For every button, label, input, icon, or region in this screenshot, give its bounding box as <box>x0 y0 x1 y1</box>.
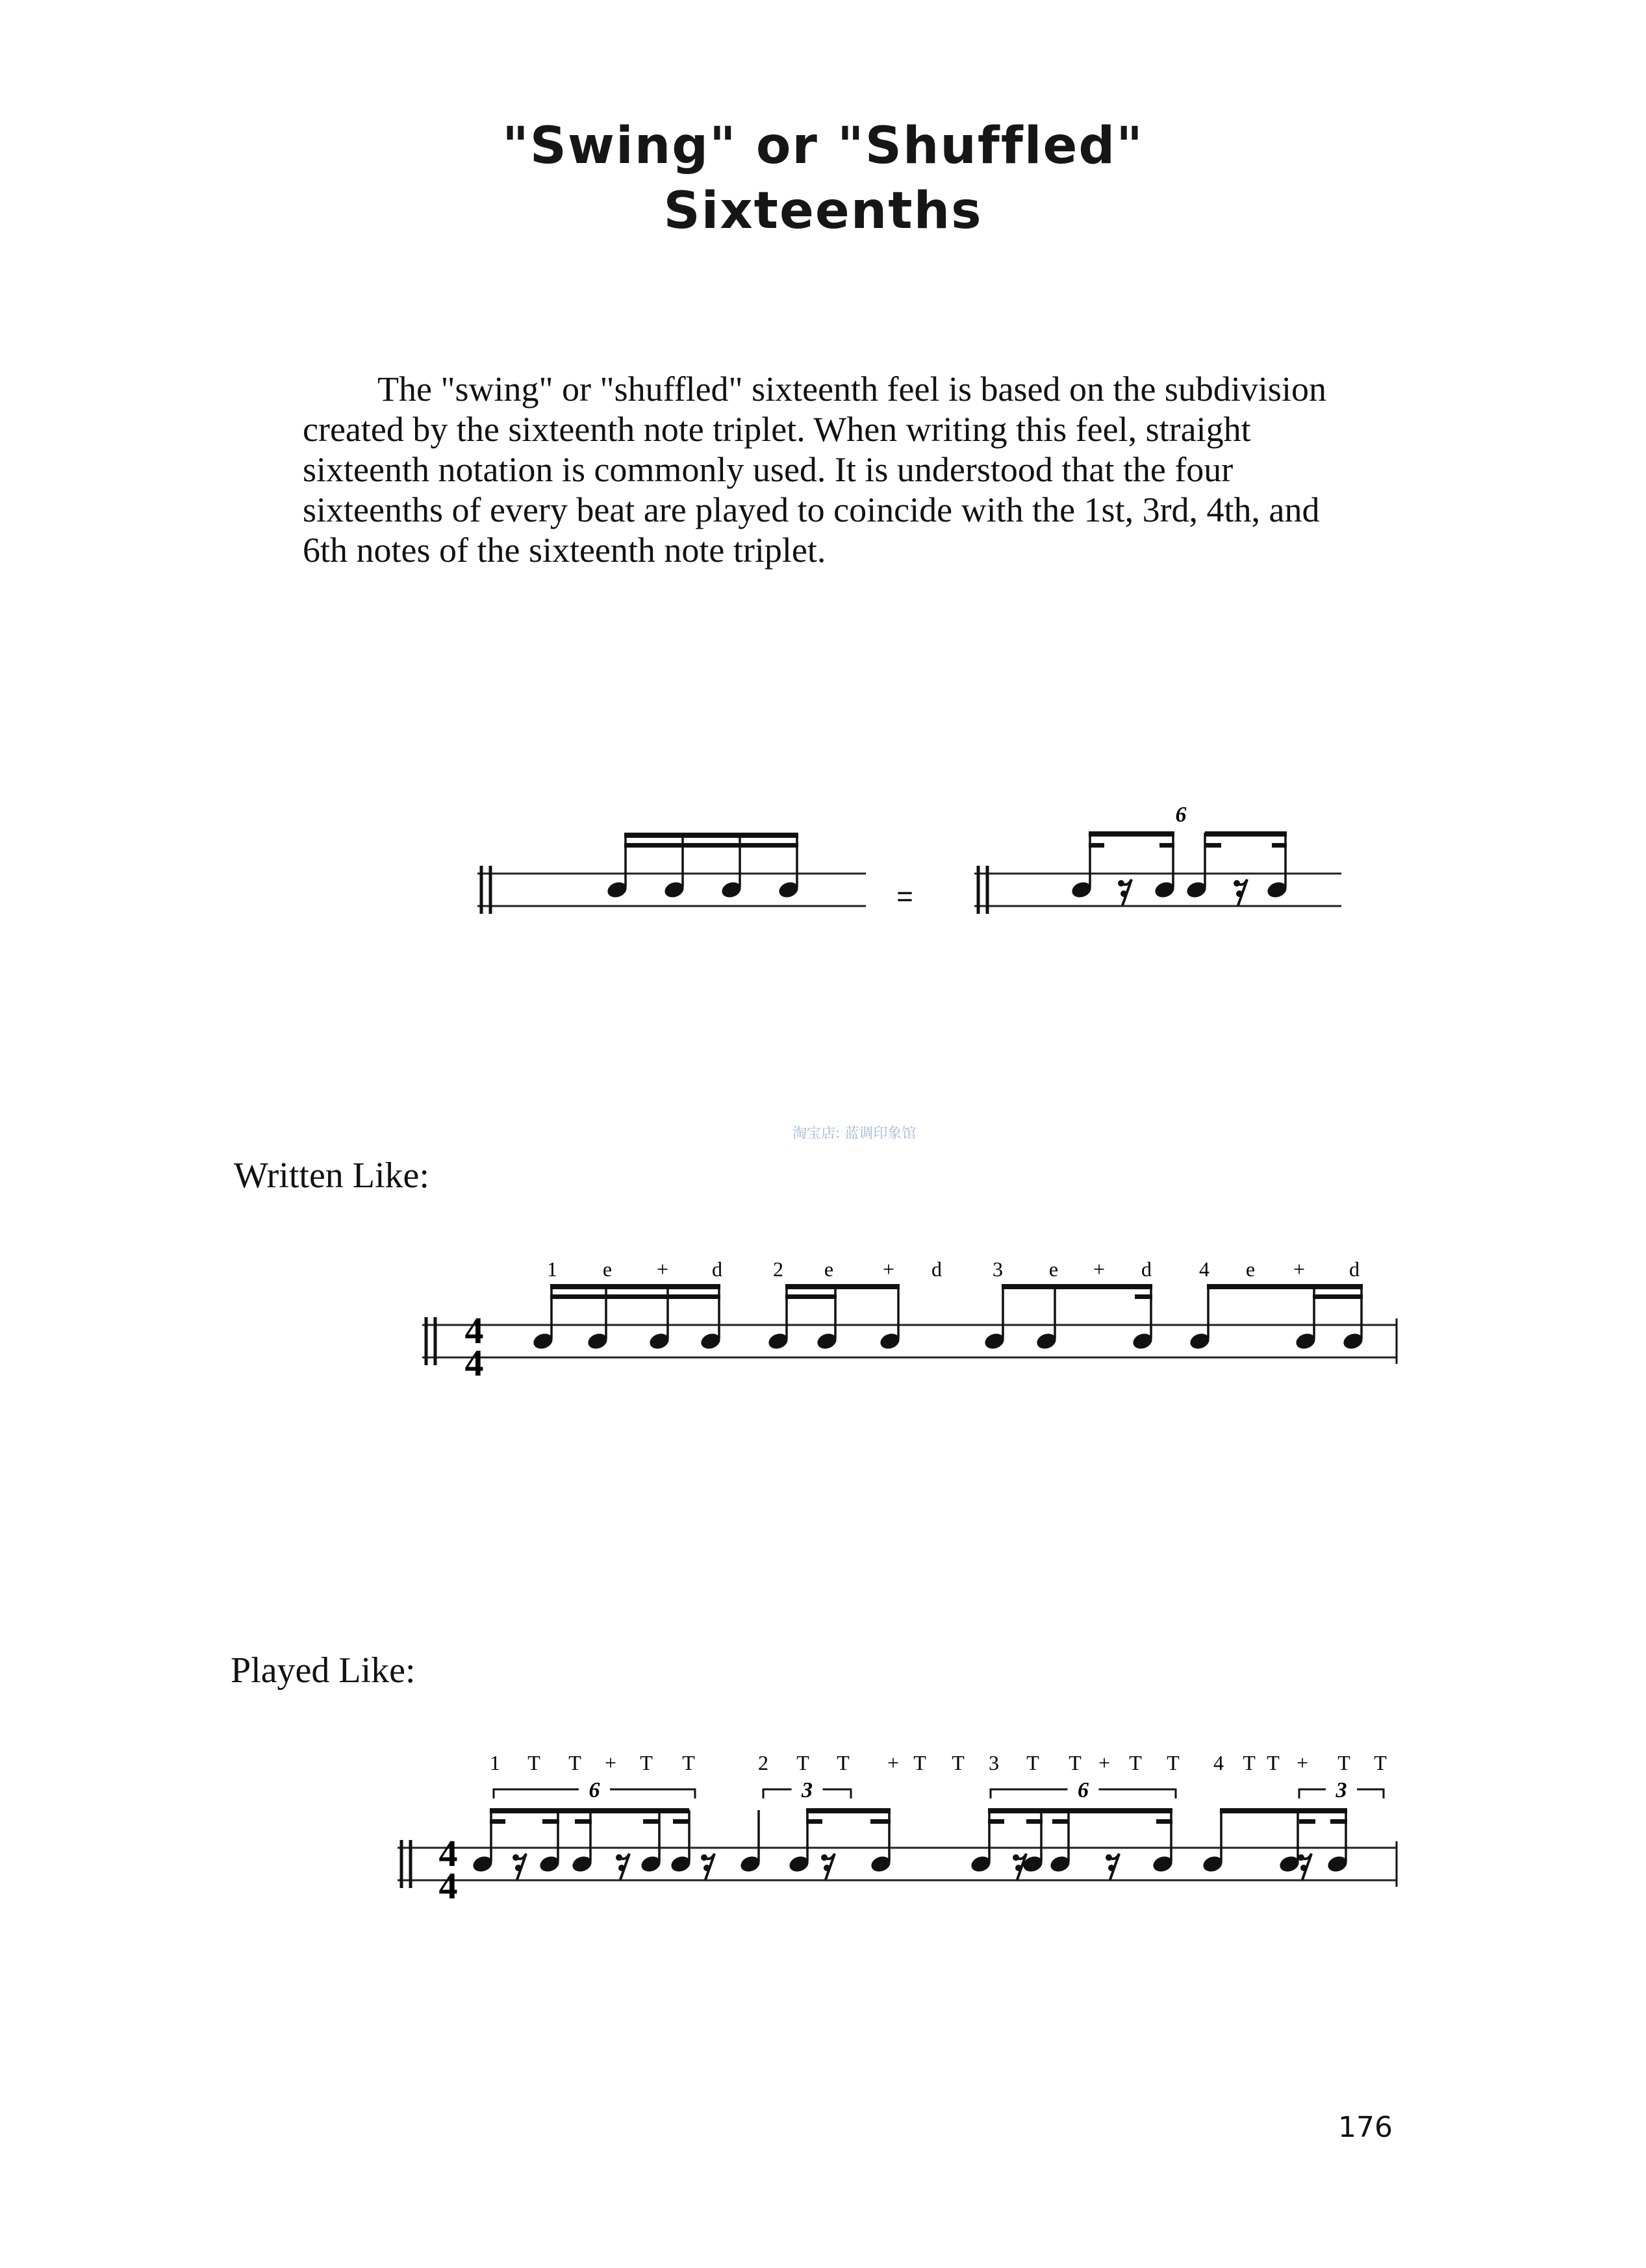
count-label: d <box>931 1257 942 1281</box>
beam <box>806 1808 891 1813</box>
beam <box>1026 1819 1043 1824</box>
beam <box>870 1819 891 1824</box>
beam <box>1205 843 1221 848</box>
count-label: + <box>1296 1751 1309 1774</box>
rest-dot <box>1234 880 1240 887</box>
tuplet-bracket <box>763 1789 792 1798</box>
played-like-label: Played Like: <box>231 1650 416 1691</box>
count-label: + <box>656 1257 669 1281</box>
count-label: + <box>882 1257 895 1281</box>
count-label: 3 <box>993 1257 1003 1281</box>
time-signature-top: 4 <box>438 1832 458 1874</box>
beam <box>1207 1284 1363 1289</box>
count-label: + <box>1093 1257 1106 1281</box>
count-label: 3 <box>989 1751 999 1774</box>
count-label: 4 <box>1199 1257 1209 1281</box>
count-label: T <box>568 1751 581 1774</box>
beam <box>1135 1294 1152 1299</box>
equals-sign: = <box>896 881 913 913</box>
beam <box>988 1819 1004 1824</box>
count-label: T <box>682 1751 695 1774</box>
count-label: T <box>1243 1751 1256 1774</box>
count-label: 2 <box>773 1257 783 1281</box>
beam <box>1089 843 1104 848</box>
rest-dot <box>1300 1865 1307 1871</box>
beam <box>1089 831 1174 837</box>
tuplet-bracket <box>1357 1789 1384 1798</box>
beam <box>785 1284 900 1289</box>
count-label: T <box>952 1751 965 1774</box>
played-counts <box>490 1751 1387 1774</box>
rest-dot <box>1298 1854 1304 1861</box>
tuplet-number: 6 <box>1078 1778 1089 1802</box>
tuplet-number: 6 <box>589 1778 600 1802</box>
beam <box>1156 1819 1172 1824</box>
count-label: T <box>1267 1751 1280 1774</box>
count-label: 4 <box>1213 1751 1224 1774</box>
count-label: + <box>887 1751 900 1774</box>
rest-dot <box>701 1854 707 1861</box>
time-signature-bottom: 4 <box>464 1342 484 1384</box>
example-sextuplet-staff <box>974 831 1341 914</box>
written-staff <box>422 1284 1397 1365</box>
count-label: + <box>1098 1751 1111 1774</box>
count-label: e <box>1245 1257 1256 1281</box>
tuplet-bracket <box>1099 1789 1176 1798</box>
intro-line: 6th notes of the sixteenth note triplet. <box>303 531 826 570</box>
beam <box>624 843 798 848</box>
beam <box>1205 831 1287 837</box>
beam <box>673 1819 689 1824</box>
time-signature-bottom: 4 <box>438 1865 458 1907</box>
page-title-line-1: "Swing" or "Shuffled" <box>502 117 1144 175</box>
count-label: 1 <box>547 1257 557 1281</box>
count-label: 1 <box>490 1751 500 1774</box>
count-label: + <box>604 1751 617 1774</box>
page-number: 176 <box>1338 2111 1393 2144</box>
count-label: T <box>837 1751 850 1774</box>
intro-line: sixteenths of every beat are played to coincide with the 1st, 3rd, 4th, and <box>303 490 1320 529</box>
count-label: T <box>1374 1751 1387 1774</box>
rest-dot <box>1121 890 1127 897</box>
tuplet-bracket <box>823 1789 852 1798</box>
written-like-label: Written Like: <box>234 1155 429 1196</box>
count-label: e <box>1048 1257 1059 1281</box>
rest-dot <box>1013 1854 1019 1861</box>
beam <box>490 1819 505 1824</box>
beam <box>785 1294 837 1299</box>
intro-line: The "swing" or "shuffled" sixteenth feel is based on the subdivision <box>377 370 1326 409</box>
rest-dot <box>703 1865 710 1871</box>
rest-dot <box>1236 890 1243 897</box>
beam <box>1159 843 1174 848</box>
played-tuplets <box>494 1778 1384 1802</box>
count-label: T <box>1167 1751 1180 1774</box>
rest-dot <box>618 1865 625 1871</box>
count-label: T <box>1069 1751 1082 1774</box>
count-label: T <box>1129 1751 1142 1774</box>
beam <box>575 1819 592 1824</box>
beam <box>1220 1808 1347 1813</box>
rest-dot <box>824 1865 830 1871</box>
tuplet-number: 6 <box>1175 803 1187 827</box>
count-label: + <box>1293 1257 1306 1281</box>
beam <box>806 1819 822 1824</box>
rest-dot <box>616 1854 622 1861</box>
beam <box>643 1819 660 1824</box>
count-label: T <box>913 1751 926 1774</box>
count-label: d <box>1349 1257 1360 1281</box>
watermark: 淘宝店: 蓝调印象馆 <box>792 1126 917 1142</box>
beam <box>550 1294 720 1299</box>
played-staff <box>398 1808 1397 1888</box>
beam <box>1299 1819 1315 1824</box>
count-label: 2 <box>758 1751 768 1774</box>
beam <box>1330 1819 1347 1824</box>
tuplet-bracket <box>494 1789 579 1798</box>
rest-dot <box>1106 1854 1112 1861</box>
page-title-line-2: Sixteenths <box>663 182 983 240</box>
beam <box>542 1819 559 1824</box>
tuplet-bracket <box>991 1789 1068 1798</box>
tuplet-bracket <box>1299 1789 1326 1798</box>
rest-dot <box>1118 880 1124 887</box>
beam <box>1002 1284 1152 1289</box>
beam <box>988 1808 1172 1813</box>
count-label: T <box>640 1751 653 1774</box>
tuplet-number: 3 <box>1336 1778 1347 1802</box>
beam <box>550 1284 720 1289</box>
time-signature-top: 4 <box>464 1309 484 1352</box>
beam <box>624 833 798 838</box>
count-label: e <box>824 1257 834 1281</box>
count-label: T <box>527 1751 540 1774</box>
beam <box>1313 1294 1363 1299</box>
count-label: T <box>1026 1751 1039 1774</box>
count-label: d <box>1141 1257 1152 1281</box>
beam <box>1272 843 1287 848</box>
count-label: T <box>796 1751 809 1774</box>
count-label: T <box>1337 1751 1350 1774</box>
written-counts <box>547 1257 1360 1281</box>
count-label: d <box>712 1257 722 1281</box>
example-straight-staff <box>477 833 866 914</box>
intro-line: sixteenth notation is commonly used. It is understood that the four <box>303 450 1234 489</box>
beam <box>490 1808 689 1813</box>
tuplet-bracket <box>610 1789 695 1798</box>
rest-dot <box>515 1865 522 1871</box>
beam <box>1052 1819 1069 1824</box>
intro-line: created by the sixteenth note triplet. When writing this feel, straight <box>303 410 1251 449</box>
count-label: e <box>602 1257 613 1281</box>
rest-dot <box>821 1854 828 1861</box>
rest-dot <box>513 1854 519 1861</box>
rest-dot <box>1108 1865 1115 1871</box>
rest-dot <box>1015 1865 1022 1871</box>
tuplet-number: 3 <box>802 1778 813 1802</box>
